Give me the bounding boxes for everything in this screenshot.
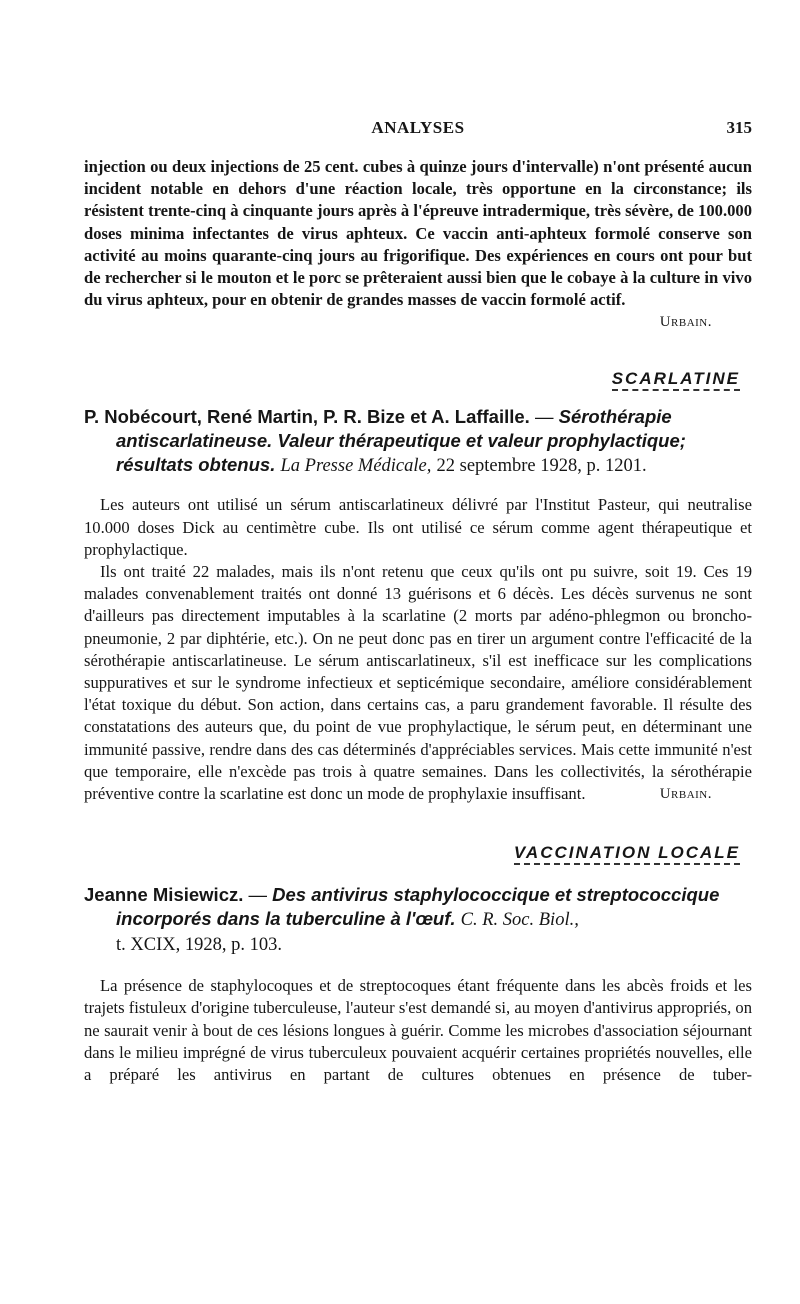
reference-citation: t. XCIX, 1928, p. 103. [116,935,282,956]
reference-authors: Jeanne Misiewicz. [84,884,244,906]
abstract-paragraph: Les auteurs ont utilisé un sérum antiscarlatineux délivré par l'Institut Pasteur, qui neutralise 10.000 doses Dick au centimètre cube. Ils ont utilisé ce sérum comme agent thérapeutique et prophylactique. [84,495,752,559]
running-header [84,118,752,144]
reference-title: Sérothérapie antiscarlatineuse. Valeur thérapeutique et valeur prophylactique; résultats obtenus. [116,406,686,476]
section-heading-scarlatine: SCARLATINE [84,369,752,389]
section-heading-vaccination-locale: VACCINATION LOCALE [84,843,752,863]
reference-journal: C. R. Soc. Biol., [460,910,579,931]
reference-journal: La Presse Médicale, [280,456,432,477]
page-number: 315 [726,118,752,137]
continuation-paragraph: injection ou deux injections de 25 cent. cubes à quinze jours d'intervalle) n'ont présenté aucun incident notable en dehors d'une réaction locale, très opportune en la circonstance; ils résistent trente-cinq à cinquante jours après à l'épreuve intradermique, très sévère, de 100.000 doses minima infectantes de virus aphteux. Ce vaccin anti-aphteux formolé conserve son activité au moins quarante-cinq jours au frigorifique. Des expériences en cours ont pour but de rechercher si le mouton et le porc se prêteraient aussi bien que le cobaye à la culture in vivo du virus aphteux, pour en obtenir de grandes masses de vaccin formolé actif. [84,157,752,310]
signature: Urbain. [659,314,712,331]
abstract-paragraph: Ils ont traité 22 malades, mais ils n'ont retenu que ceux qu'ils ont pu suivre, soit 19. Ces 19 malades convenablement traités ont donné 13 guérisons et 6 décès. Les décès survenus ne sont d'ailleurs pas directement imputables à la scarlatine (2 morts par adéno-phlegmon ou broncho-pneumonie, 2 par diphtérie, etc.). On ne peut donc pas en tirer un argument contre l'efficacité de la sérothérapie antiscarlatineuse. Le sérum antiscarlatineux, s'il est inefficace sur les complications suppuratives et sur le syndrome infectieux et septicémique secondaire, améliore considérablement l'état toxique du début. Son action, dans certains cas, a paru grandement favorable. Il résulte des constatations des auteurs que, du point de vue prophylactique, le sérum peut, en déterminant une immunité passive, rendre dans des cas déterminés d'appréciables services. Mais cette immunité n'est que temporaire, elle n'excède pas trois à quatre semaines. Dans les collectivités, la sérothérapie préventive contre la scarlatine est donc un mode de prophylaxie insuffisant. [84,562,752,804]
reference-title: Des antivirus staphylococcique et streptococcique incorporés dans la tuberculine à l'œuf. [116,884,720,930]
running-title: ANALYSES [371,118,465,137]
abstract-paragraph: La présence de staphylocoques et de streptocoques étant fréquente dans les abcès froids et les trajets fistuleux d'origine tuberculeuse, l'auteur s'est demandé si, au moyen d'antivirus appropriés, on ne saurait venir à bout de ces lésions longues à guérir. Comme les microbes d'association séjournant dans le milieu imprégné de virus tuberculeux pouvaient acquérir certaines propriétés nouvelles, elle a préparé les antivirus en partant de cultures obtenues en présence de tuber- [84,976,752,1085]
bibliographic-reference: P. Nobécourt, René Martin, P. R. Bize et A. Laffaille. — Sérothérapie antiscarlatineuse. Valeur thérapeutique et valeur prophylactique; résultats obtenus. La Presse Médicale, 22 septembre 1928, p. 1201. [84,406,686,477]
page [84,118,752,1086]
reference-authors: P. Nobécourt, René Martin, P. R. Bize et A. Laffaille. [84,406,530,428]
signature: Urbain. [659,786,712,803]
bibliographic-reference: Jeanne Misiewicz. — Des antivirus staphylococcique et streptococcique incorporés dans la tuberculine à l'œuf. C. R. Soc. Biol., t. XCIX, 1928, p. 103. [84,884,720,956]
reference-citation: 22 septembre 1928, p. 1201. [436,456,647,477]
